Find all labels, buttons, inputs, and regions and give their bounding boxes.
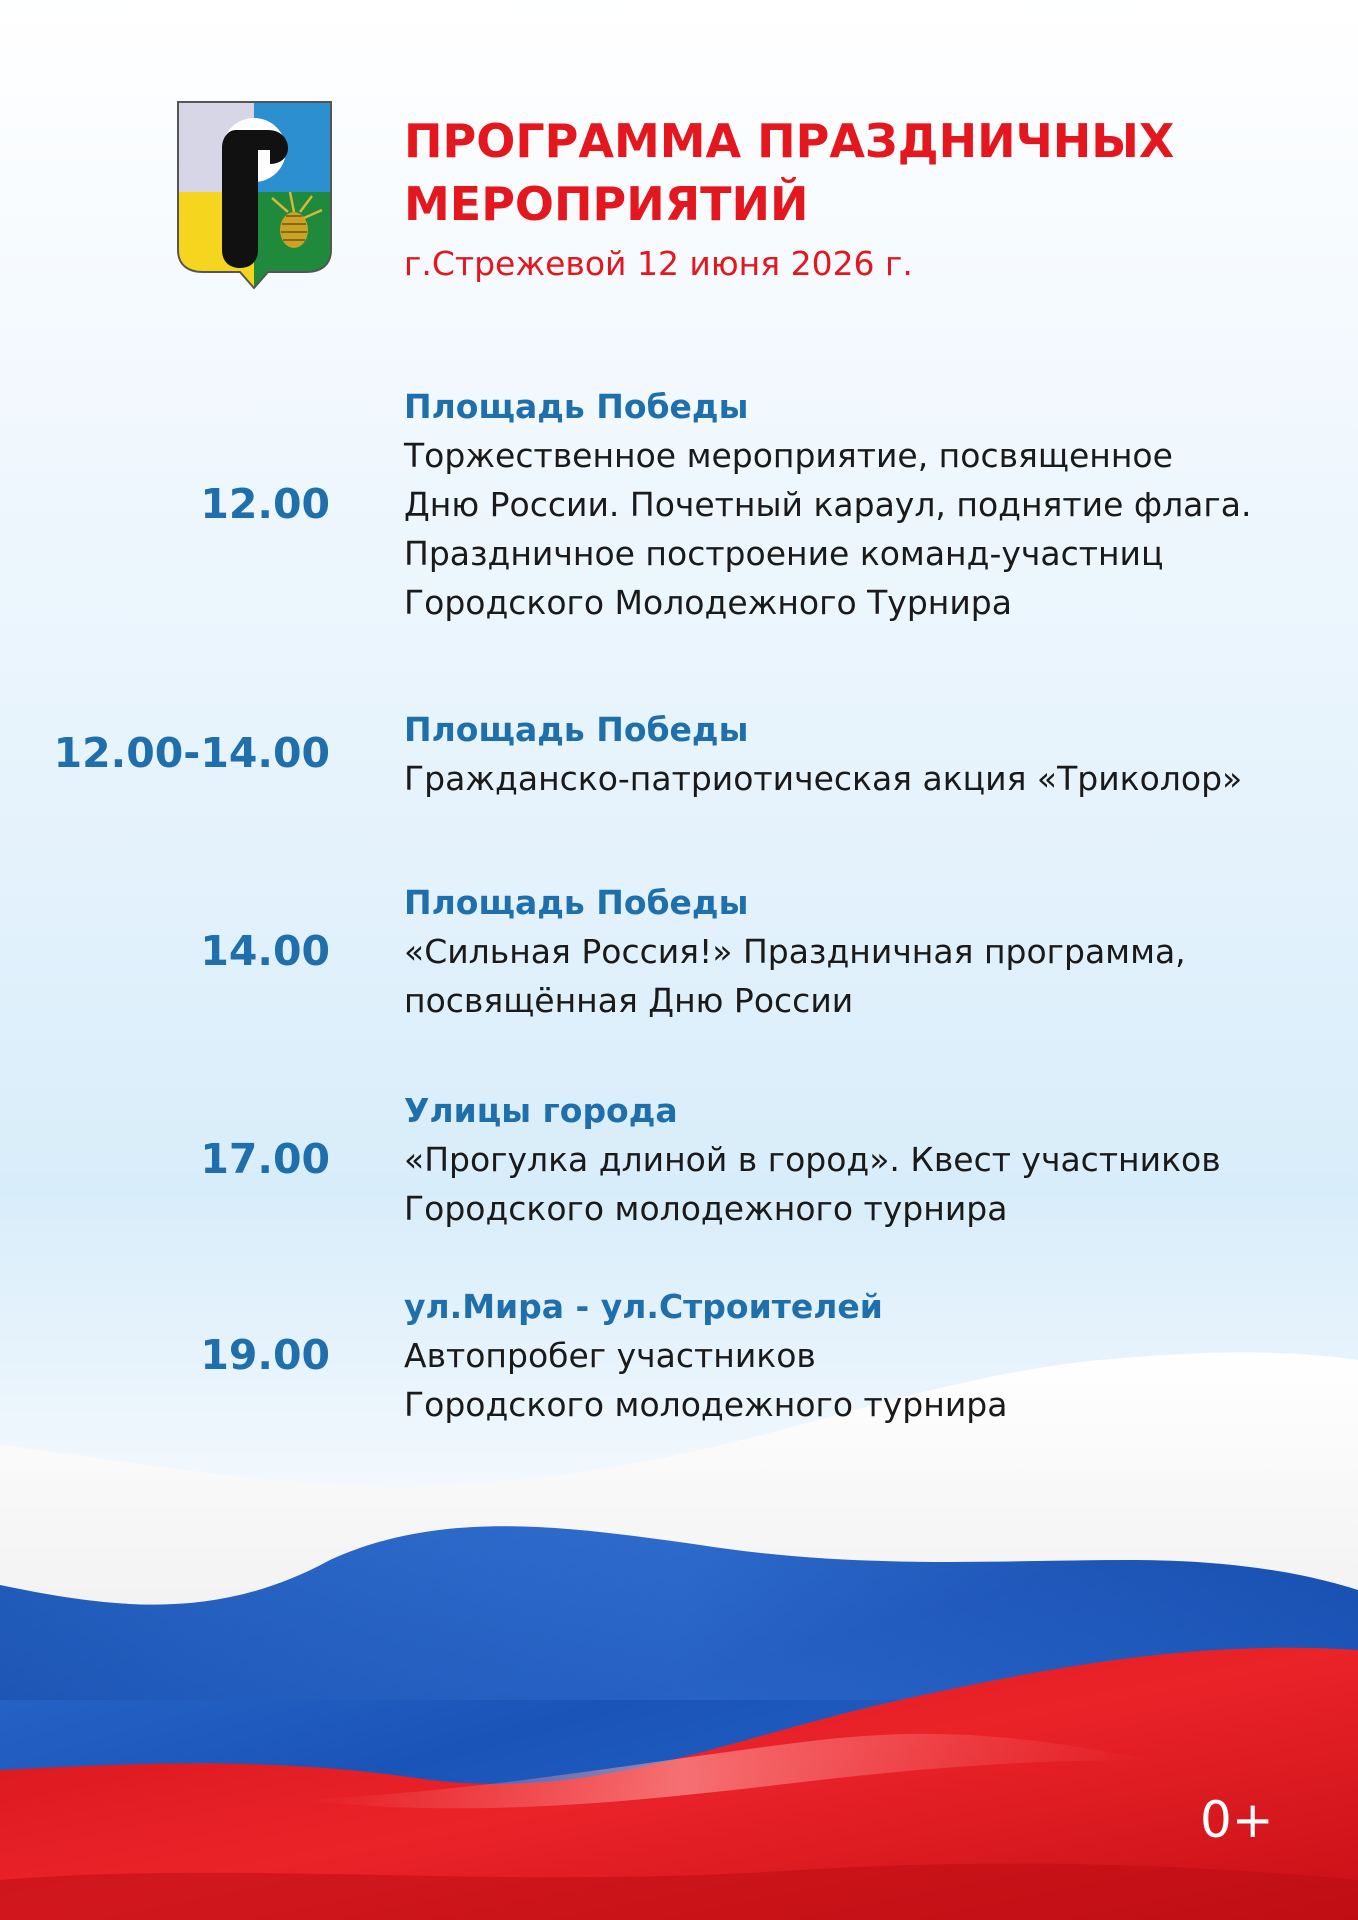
event-description-line: Гражданско-патриотическая акция «Триколор»	[404, 759, 1243, 798]
strezhevoy-coat-of-arms-icon	[176, 100, 333, 290]
event-description-line: Городского молодежного турнира	[404, 1189, 1008, 1228]
event-description	[404, 1331, 1334, 1429]
event-description-line: Торжественное мероприятие, посвященное	[404, 436, 1173, 475]
event-time: 14.00	[200, 927, 330, 975]
event-description-line: Автопробег участников	[404, 1336, 816, 1375]
event-description	[404, 1135, 1334, 1233]
event-place: Улицы города	[404, 1091, 678, 1130]
event-time: 12.00-14.00	[53, 729, 330, 777]
event-place: Площадь Победы	[404, 710, 749, 749]
event-description	[404, 431, 1334, 627]
event-description-line: Дню России. Почетный караул, поднятие флага.	[404, 485, 1252, 524]
event-description	[404, 754, 1334, 803]
event-description-line: «Прогулка длиной в город». Квест участников	[404, 1140, 1221, 1179]
event-description-line: Городского молодежного турнира	[404, 1385, 1008, 1424]
title-line-1: ПРОГРАММА ПРАЗДНИЧНЫХ	[404, 114, 1175, 168]
event-time: 17.00	[200, 1135, 330, 1183]
event-place: Площадь Победы	[404, 387, 749, 426]
event-time: 12.00	[200, 480, 330, 528]
event-place: Площадь Победы	[404, 883, 749, 922]
page-subtitle: г.Стрежевой 12 июня 2026 г.	[404, 244, 913, 283]
event-description-line: Городского Молодежного Турнира	[404, 583, 1012, 622]
title-line-2: МЕРОПРИЯТИЙ	[404, 177, 809, 231]
event-description-line: Праздничное построение команд-участниц	[404, 534, 1164, 573]
event-time: 19.00	[200, 1331, 330, 1379]
event-description-line: посвящённая Дню России	[404, 981, 854, 1020]
age-rating-badge: 0+	[1200, 1791, 1274, 1849]
event-description	[404, 927, 1334, 1025]
page-title	[404, 110, 1304, 236]
event-description-line: «Сильная Россия!» Праздничная программа,	[404, 932, 1186, 971]
event-place: ул.Мира - ул.Строителей	[404, 1287, 883, 1326]
